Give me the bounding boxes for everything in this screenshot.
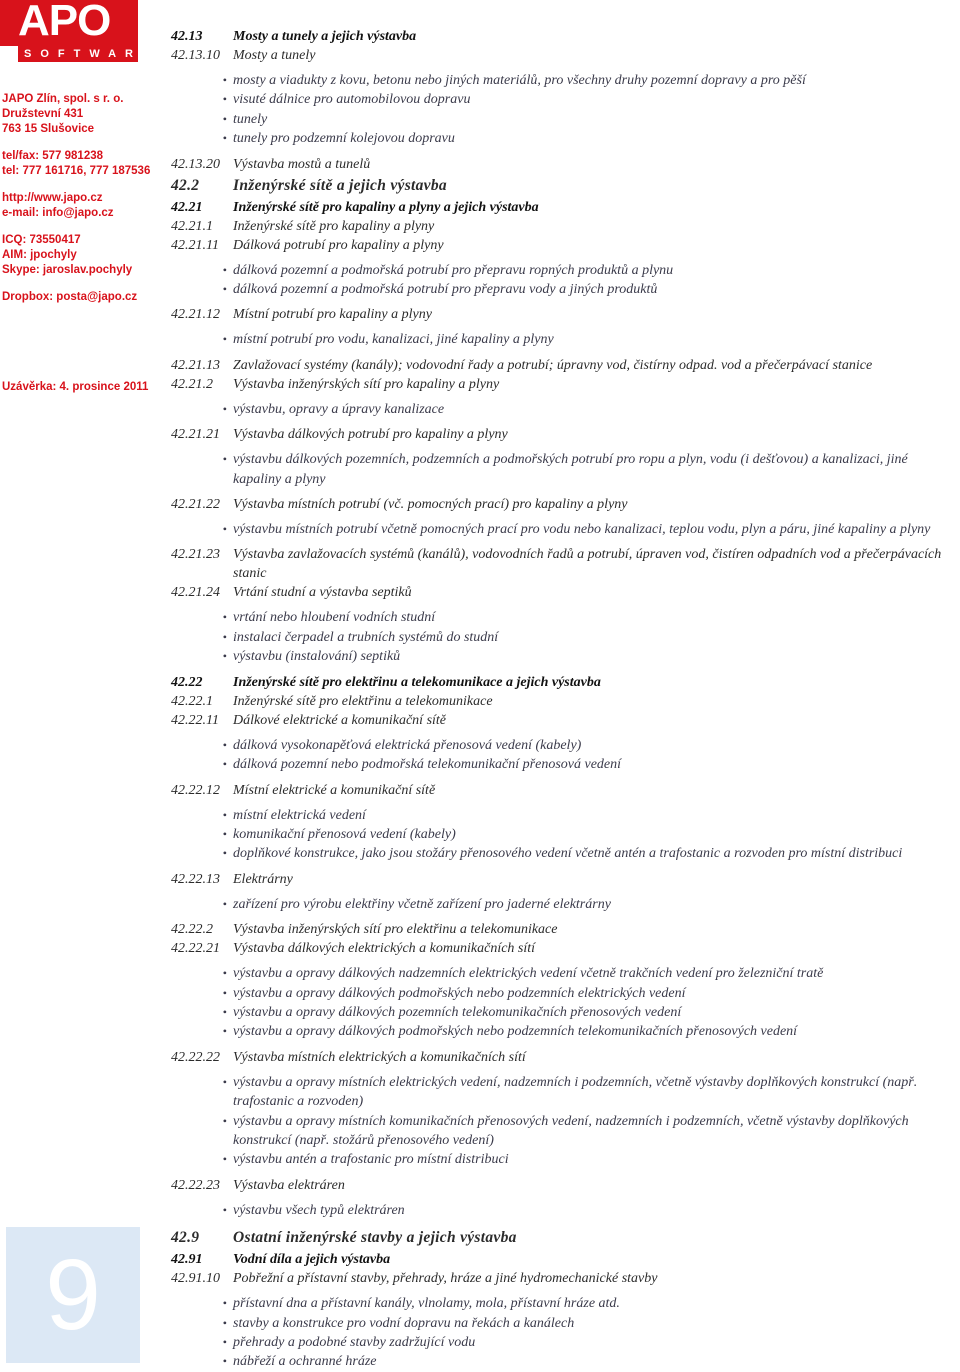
bullet-text: místní potrubí pro vodu, kanalizaci, jiné kapaliny a plyny [233, 332, 554, 348]
class-code: 42.21.2 [171, 376, 213, 392]
bullet-icon: • [222, 282, 227, 297]
bullet-text: výstavbu a opravy místních elektrických vedení, nadzemních i podzemních, včetně výstavby doplňkových konstrukcí (např. trafostanic a rozvoden) [233, 1074, 918, 1110]
fax-line: tel/fax: 577 981238 [2, 150, 104, 162]
bullet-text: výstavbu, opravy a úpravy kanalizace [233, 401, 445, 417]
class-row [171, 583, 956, 602]
page-number-box [6, 1227, 140, 1363]
bullet-icon: • [222, 92, 227, 107]
bullet-text: místní elektrická vedení [233, 807, 366, 823]
class-title: Dálková potrubí pro kapaliny a plyny [233, 237, 444, 253]
company-name: JAPO Zlín, spol. s r. o. [2, 93, 124, 105]
class-row [171, 1176, 956, 1195]
class-row [171, 236, 956, 255]
class-code: 42.21.24 [171, 585, 220, 601]
class-code: 42.9 [171, 1229, 200, 1247]
class-title: Zavlažovací systémy (kanály); vodovodní řady a potrubí; úpravny vod, čistírny odpad. vod a přečerpávací stanice [233, 357, 873, 373]
website-link[interactable]: http://www.japo.cz [2, 192, 103, 204]
class-row [171, 217, 956, 236]
bullet-text: výstavbu antén a trafostanic pro místní distribuci [233, 1152, 509, 1168]
closing-date: Uzávěrka: 4. prosince 2011 [2, 381, 149, 393]
bullet-text: nábřeží a ochranné hráze [233, 1354, 377, 1370]
logo-strip: SOFTWARE [18, 46, 138, 62]
class-code: 42.22.21 [171, 941, 220, 957]
class-row [171, 545, 956, 583]
japo-logo [0, 0, 159, 62]
class-code: 42.21.12 [171, 307, 220, 323]
city: 763 15 Slušovice [2, 123, 95, 135]
bullet-icon: • [222, 807, 227, 822]
bullet-text: instalaci čerpadel a trubních systémů do studní [233, 629, 499, 645]
bullet-text: výstavbu všech typů elektráren [233, 1202, 405, 1218]
bullet-icon: • [222, 896, 227, 911]
bullet-text: přehrady a podobné stavby zadržující vodu [233, 1335, 476, 1350]
bullet-text: výstavbu (instalování) septiků [233, 649, 401, 665]
class-code: 42.91 [171, 1252, 203, 1268]
bullet-item [171, 736, 956, 755]
class-title: Inženýrské sítě pro kapaliny a plyny a jejich výstavba [233, 199, 539, 215]
class-title: Výstavba místních potrubí (vč. pomocných prací) pro kapaliny a plyny [233, 497, 628, 513]
contact-sidebar [2, 92, 152, 317]
bullet-icon: • [222, 452, 227, 467]
bullet-icon: • [222, 737, 227, 752]
bullet-item [171, 1294, 956, 1313]
class-code: 42.21.22 [171, 497, 220, 513]
bullet-text: přístavní dna a přístavní kanály, vlnolamy, mola, přístavní hráze atd. [233, 1296, 620, 1312]
bullet-item [171, 400, 956, 419]
dropbox-line: Dropbox: posta@japo.cz [2, 291, 138, 303]
bullet-icon: • [222, 1024, 227, 1039]
bullet-text: doplňkové konstrukce, jako jsou stožáry přenosového vedení včetně antén a trafostanic a rozvoden pro místní distribuci [233, 846, 903, 862]
class-title: Inženýrské sítě pro elektřinu a telekomunikace [233, 693, 493, 709]
group-heading [171, 27, 956, 46]
bullet-item [171, 1073, 956, 1112]
class-title: Dálkové elektrické a komunikační sítě [233, 712, 447, 728]
class-title: Mosty a tunely a jejich výstavba [233, 29, 417, 44]
bullet-item [171, 1112, 956, 1151]
company-address [2, 92, 152, 137]
class-code: 42.22.11 [171, 712, 219, 728]
class-code: 42.22.12 [171, 782, 220, 798]
bullet-item [171, 1201, 956, 1220]
class-code: 42.22.1 [171, 693, 213, 709]
bullet-text: dálková pozemní nebo podmořská telekomunikační přenosová vedení [233, 757, 622, 773]
bullet-text: tunely pro podzemní kolejovou dopravu [233, 131, 455, 147]
bullet-item [171, 129, 956, 148]
aim: AIM: jpochyly [2, 249, 77, 261]
street: Družstevní 431 [2, 108, 84, 120]
bullet-icon: • [222, 846, 227, 861]
class-title: Výstavba dálkových potrubí pro kapaliny a plyny [233, 427, 508, 443]
bullet-icon: • [222, 401, 227, 416]
bullet-text: zařízení pro výrobu elektřiny včetně zařízení pro jaderné elektrárny [233, 896, 611, 912]
bullet-text: výstavbu a opravy místních komunikačních přenosových vedení, nadzemních i podzemních, včetně výstavby doplňkových konstrukcí (např. stožárů přenosového vedení) [233, 1113, 909, 1148]
bullet-text: komunikační přenosová vedení (kabely) [233, 826, 456, 842]
class-code: 42.21 [171, 199, 203, 215]
class-title: Místní elektrické a komunikační sítě [233, 782, 436, 798]
bullet-item [171, 755, 956, 774]
bullet-icon: • [222, 1202, 227, 1217]
class-code: 42.22.13 [171, 871, 220, 887]
class-code: 42.2 [171, 176, 200, 194]
bullet-item [171, 261, 956, 280]
bullet-item [171, 110, 956, 129]
class-row [171, 356, 956, 375]
bullet-item [171, 895, 956, 914]
class-row [171, 155, 956, 174]
bullet-icon: • [222, 1074, 227, 1089]
bullet-item [171, 330, 956, 349]
bullet-text: výstavbu místních potrubí včetně pomocných prací pro vodu nebo kanalizaci, teplou vodu, plyn a páru, jiné kapaliny a plyny [233, 522, 931, 538]
bullet-icon: • [222, 131, 227, 146]
bullet-item [171, 1150, 956, 1169]
group-heading [171, 198, 956, 217]
bullet-text: výstavbu dálkových pozemních, podzemních a podmořských potrubí pro ropu a plyn, vodu (i dešťovou) a kanalizaci, jiné kapaliny a plyny [233, 452, 908, 487]
class-code: 42.13 [171, 29, 203, 44]
bullet-icon: • [222, 522, 227, 537]
class-title: Místní potrubí pro kapaliny a plyny [233, 307, 432, 323]
class-code: 42.22.2 [171, 922, 213, 938]
group-heading [171, 1250, 956, 1269]
class-title: Výstavba mostů a tunelů [233, 156, 371, 172]
bullet-icon: • [222, 629, 227, 644]
bullet-item [171, 450, 956, 489]
bullet-text: visuté dálnice pro automobilovou dopravu [233, 92, 471, 108]
class-title: Výstavba elektráren [233, 1177, 345, 1193]
class-title: Elektrárny [233, 871, 293, 887]
bullet-item [171, 964, 956, 983]
class-title: Vrtání studní a výstavba septiků [233, 585, 412, 601]
bullet-icon: • [222, 111, 227, 126]
class-code: 42.21.11 [171, 237, 219, 253]
class-row [171, 1048, 956, 1067]
bullet-icon: • [222, 1113, 227, 1128]
class-title: Vodní díla a jejich výstavba [233, 1252, 391, 1268]
class-code: 42.13.10 [171, 48, 220, 63]
bullet-icon: • [222, 1296, 227, 1311]
bullet-text: výstavbu a opravy dálkových nadzemních elektrických vedení včetně trakčních vedení pro železniční tratě [233, 966, 824, 982]
bullet-icon: • [222, 73, 227, 87]
logo-word: APO [18, 0, 111, 45]
class-title: Výstavba zavlažovacích systémů (kanálů), vodovodních řadů a potrubí, úpraven vod, čistíren odpadních vod a přečerpávacích stanic [233, 547, 942, 582]
bullet-icon: • [222, 1315, 227, 1330]
bullet-icon: • [222, 966, 227, 981]
class-code: 42.13.20 [171, 156, 220, 172]
class-row [171, 495, 956, 514]
bullet-icon: • [222, 332, 227, 347]
bullet-icon: • [222, 1354, 227, 1369]
class-row [171, 939, 956, 958]
bullet-item [171, 806, 956, 825]
dropbox [2, 290, 152, 305]
bullet-item [171, 984, 956, 1003]
class-row [171, 870, 956, 889]
class-title: Pobřežní a přístavní stavby, přehrady, hráze a jiné hydromechanické stavby [233, 1271, 658, 1287]
bullet-item [171, 844, 956, 863]
bullet-item [171, 608, 956, 627]
bullet-item [171, 520, 956, 539]
class-code: 42.21.21 [171, 427, 220, 443]
bullet-icon: • [222, 826, 227, 841]
class-title: Mosty a tunely [233, 48, 316, 63]
bullet-item [171, 1352, 956, 1371]
bullet-item [171, 647, 956, 666]
bullet-icon: • [222, 1004, 227, 1019]
class-code: 42.22 [171, 674, 203, 690]
bullet-text: stavby a konstrukce pro vodní dopravu na řekách a kanálech [233, 1315, 575, 1331]
bullet-text: výstavbu a opravy dálkových podmořských nebo podzemních telekomunikačních přenosových vedení [233, 1024, 798, 1040]
class-row [171, 711, 956, 730]
bullet-icon: • [222, 1335, 227, 1349]
bullet-item [171, 1314, 956, 1333]
bullet-text: výstavbu a opravy dálkových pozemních telekomunikačních přenosových vedení [233, 1004, 682, 1020]
class-row [171, 375, 956, 394]
class-code: 42.21.13 [171, 357, 220, 373]
class-row [171, 305, 956, 324]
web-contacts [2, 191, 152, 221]
class-row [171, 46, 956, 65]
class-row [171, 1269, 956, 1288]
class-title: Výstavba dálkových elektrických a komunikačních sítí [233, 941, 536, 957]
page-number: 9 [45, 1239, 101, 1351]
bullet-text: výstavbu a opravy dálkových podmořských nebo podzemních elektrických vedení [233, 985, 686, 1001]
bullet-item [171, 1022, 956, 1041]
messaging-contacts [2, 233, 152, 278]
bullet-text: vrtání nebo hloubení vodních studní [233, 610, 436, 626]
class-code: 42.21.23 [171, 547, 220, 563]
class-code: 42.22.22 [171, 1049, 220, 1065]
class-code: 42.91.10 [171, 1271, 220, 1287]
bullet-icon: • [222, 649, 227, 664]
class-title: Výstavba místních elektrických a komunikačních sítí [233, 1049, 526, 1065]
bullet-icon: • [222, 1152, 227, 1167]
class-title: Inženýrské sítě pro elektřinu a telekomunikace a jejich výstavba [233, 674, 601, 690]
phone-line: tel: 777 161716, 777 187536 [2, 165, 151, 177]
class-row [171, 425, 956, 444]
bullet-item [171, 628, 956, 647]
bullet-item [171, 1333, 956, 1352]
bullet-item [171, 280, 956, 299]
class-row [171, 692, 956, 711]
class-title: Inženýrské sítě pro kapaliny a plyny [233, 218, 435, 234]
skype: Skype: jaroslav.pochyly [2, 264, 133, 276]
class-row [171, 920, 956, 939]
section-heading [171, 174, 956, 198]
group-heading [171, 673, 956, 692]
section-heading [171, 1226, 956, 1250]
bullet-text: tunely [233, 111, 268, 127]
bullet-icon: • [222, 610, 227, 625]
bullet-text: mosty a viadukty z kovu, betonu nebo jiných materiálů, pro všechny druhy pozemní dopravy a pro pěší [233, 73, 806, 88]
bullet-item [171, 90, 956, 109]
icq: ICQ: 73550417 [2, 234, 81, 246]
class-code: 42.22.23 [171, 1177, 220, 1193]
bullet-text: dálková pozemní a podmořská potrubí pro přepravu ropných produktů a plynu [233, 262, 674, 278]
class-code: 42.21.1 [171, 218, 213, 234]
class-row [171, 781, 956, 800]
classification-content [171, 27, 956, 1372]
class-title: Výstavba inženýrských sítí pro elektřinu a telekomunikace [233, 922, 558, 938]
bullet-text: dálková vysokonapěťová elektrická přenosová vedení (kabely) [233, 737, 582, 753]
bullet-icon: • [222, 985, 227, 1000]
bullet-item [171, 1003, 956, 1022]
class-title: Inženýrské sítě a jejich výstavba [233, 176, 447, 194]
bullet-icon: • [222, 757, 227, 772]
class-title: Ostatní inženýrské stavby a jejich výstavba [233, 1229, 517, 1247]
bullet-icon: • [222, 262, 227, 277]
phones [2, 149, 152, 179]
email-link[interactable]: e-mail: info@japo.cz [2, 207, 114, 219]
class-title: Výstavba inženýrských sítí pro kapaliny a plyny [233, 376, 500, 392]
bullet-item [171, 825, 956, 844]
bullet-text: dálková pozemní a podmořská potrubí pro přepravu vody a jiných produktů [233, 282, 658, 298]
bullet-item [171, 71, 956, 90]
